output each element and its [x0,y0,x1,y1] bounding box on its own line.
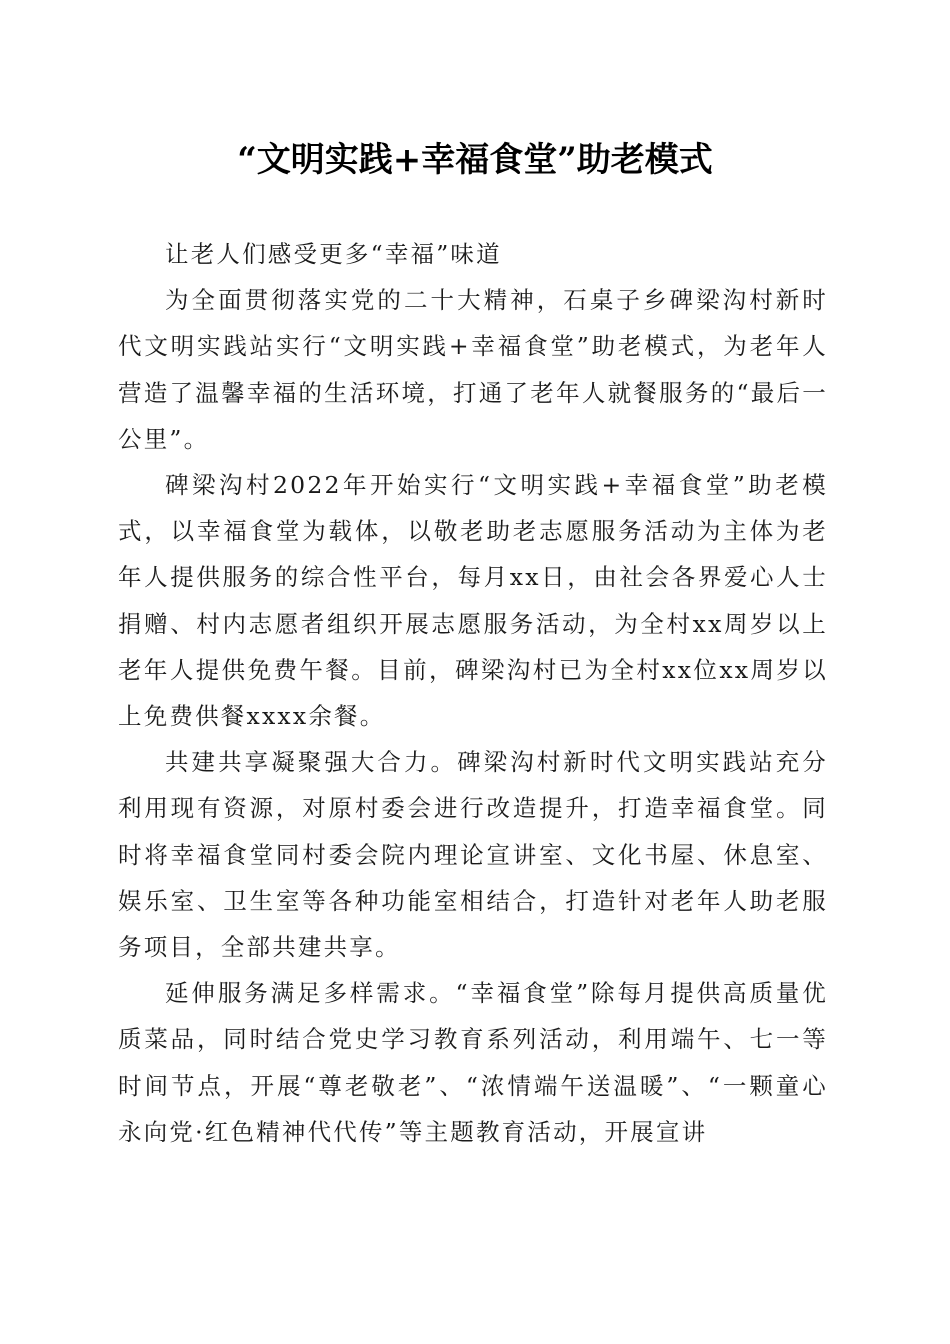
document-body [118,231,828,1155]
paragraph-subtitle: 让老人们感受更多“幸福”味道 [165,240,502,268]
paragraph-co-construction: 共建共享凝聚强大合力。碑梁沟村新时代文明实践站充分利用现有资源，对原村委会进行改造提升，打造幸福食堂。同时将幸福食堂同村委会院内理论宣讲室、文化书屋、休息室、娱乐室、卫生室等各种功能室相结合，打造针对老年人助老服务项目，全部共建共享。 [118,748,828,962]
paragraph-intro: 为全面贯彻落实党的二十大精神，石桌子乡碑梁沟村新时代文明实践站实行“文明实践+幸福食堂”助老模式，为老年人营造了温馨幸福的生活环境，打通了老年人就餐服务的“最后一公里”。 [118,286,828,453]
paragraph-extended-services: 延伸服务满足多样需求。“幸福食堂”除每月提供高质量优质菜品，同时结合党史学习教育系列活动，利用端午、七一等时间节点，开展“尊老敬老”、“浓情端午送温暖”、“一颗童心永向党·红色精神代代传”等主题教育活动，开展宣讲 [118,979,828,1146]
paragraph-history: 碑梁沟村2022年开始实行“文明实践+幸福食堂”助老模式，以幸福食堂为载体，以敬老助老志愿服务活动为主体为老年人提供服务的综合性平台，每月xx日，由社会各界爱心人士捐赠、村内志愿者组织开展志愿服务活动，为全村xx周岁以上老年人提供免费午餐。目前，碑梁沟村已为全村xx位xx周岁以上免费供餐xxxx余餐。 [118,471,828,731]
document-title: “文明实践+幸福食堂”助老模式 [237,140,713,180]
